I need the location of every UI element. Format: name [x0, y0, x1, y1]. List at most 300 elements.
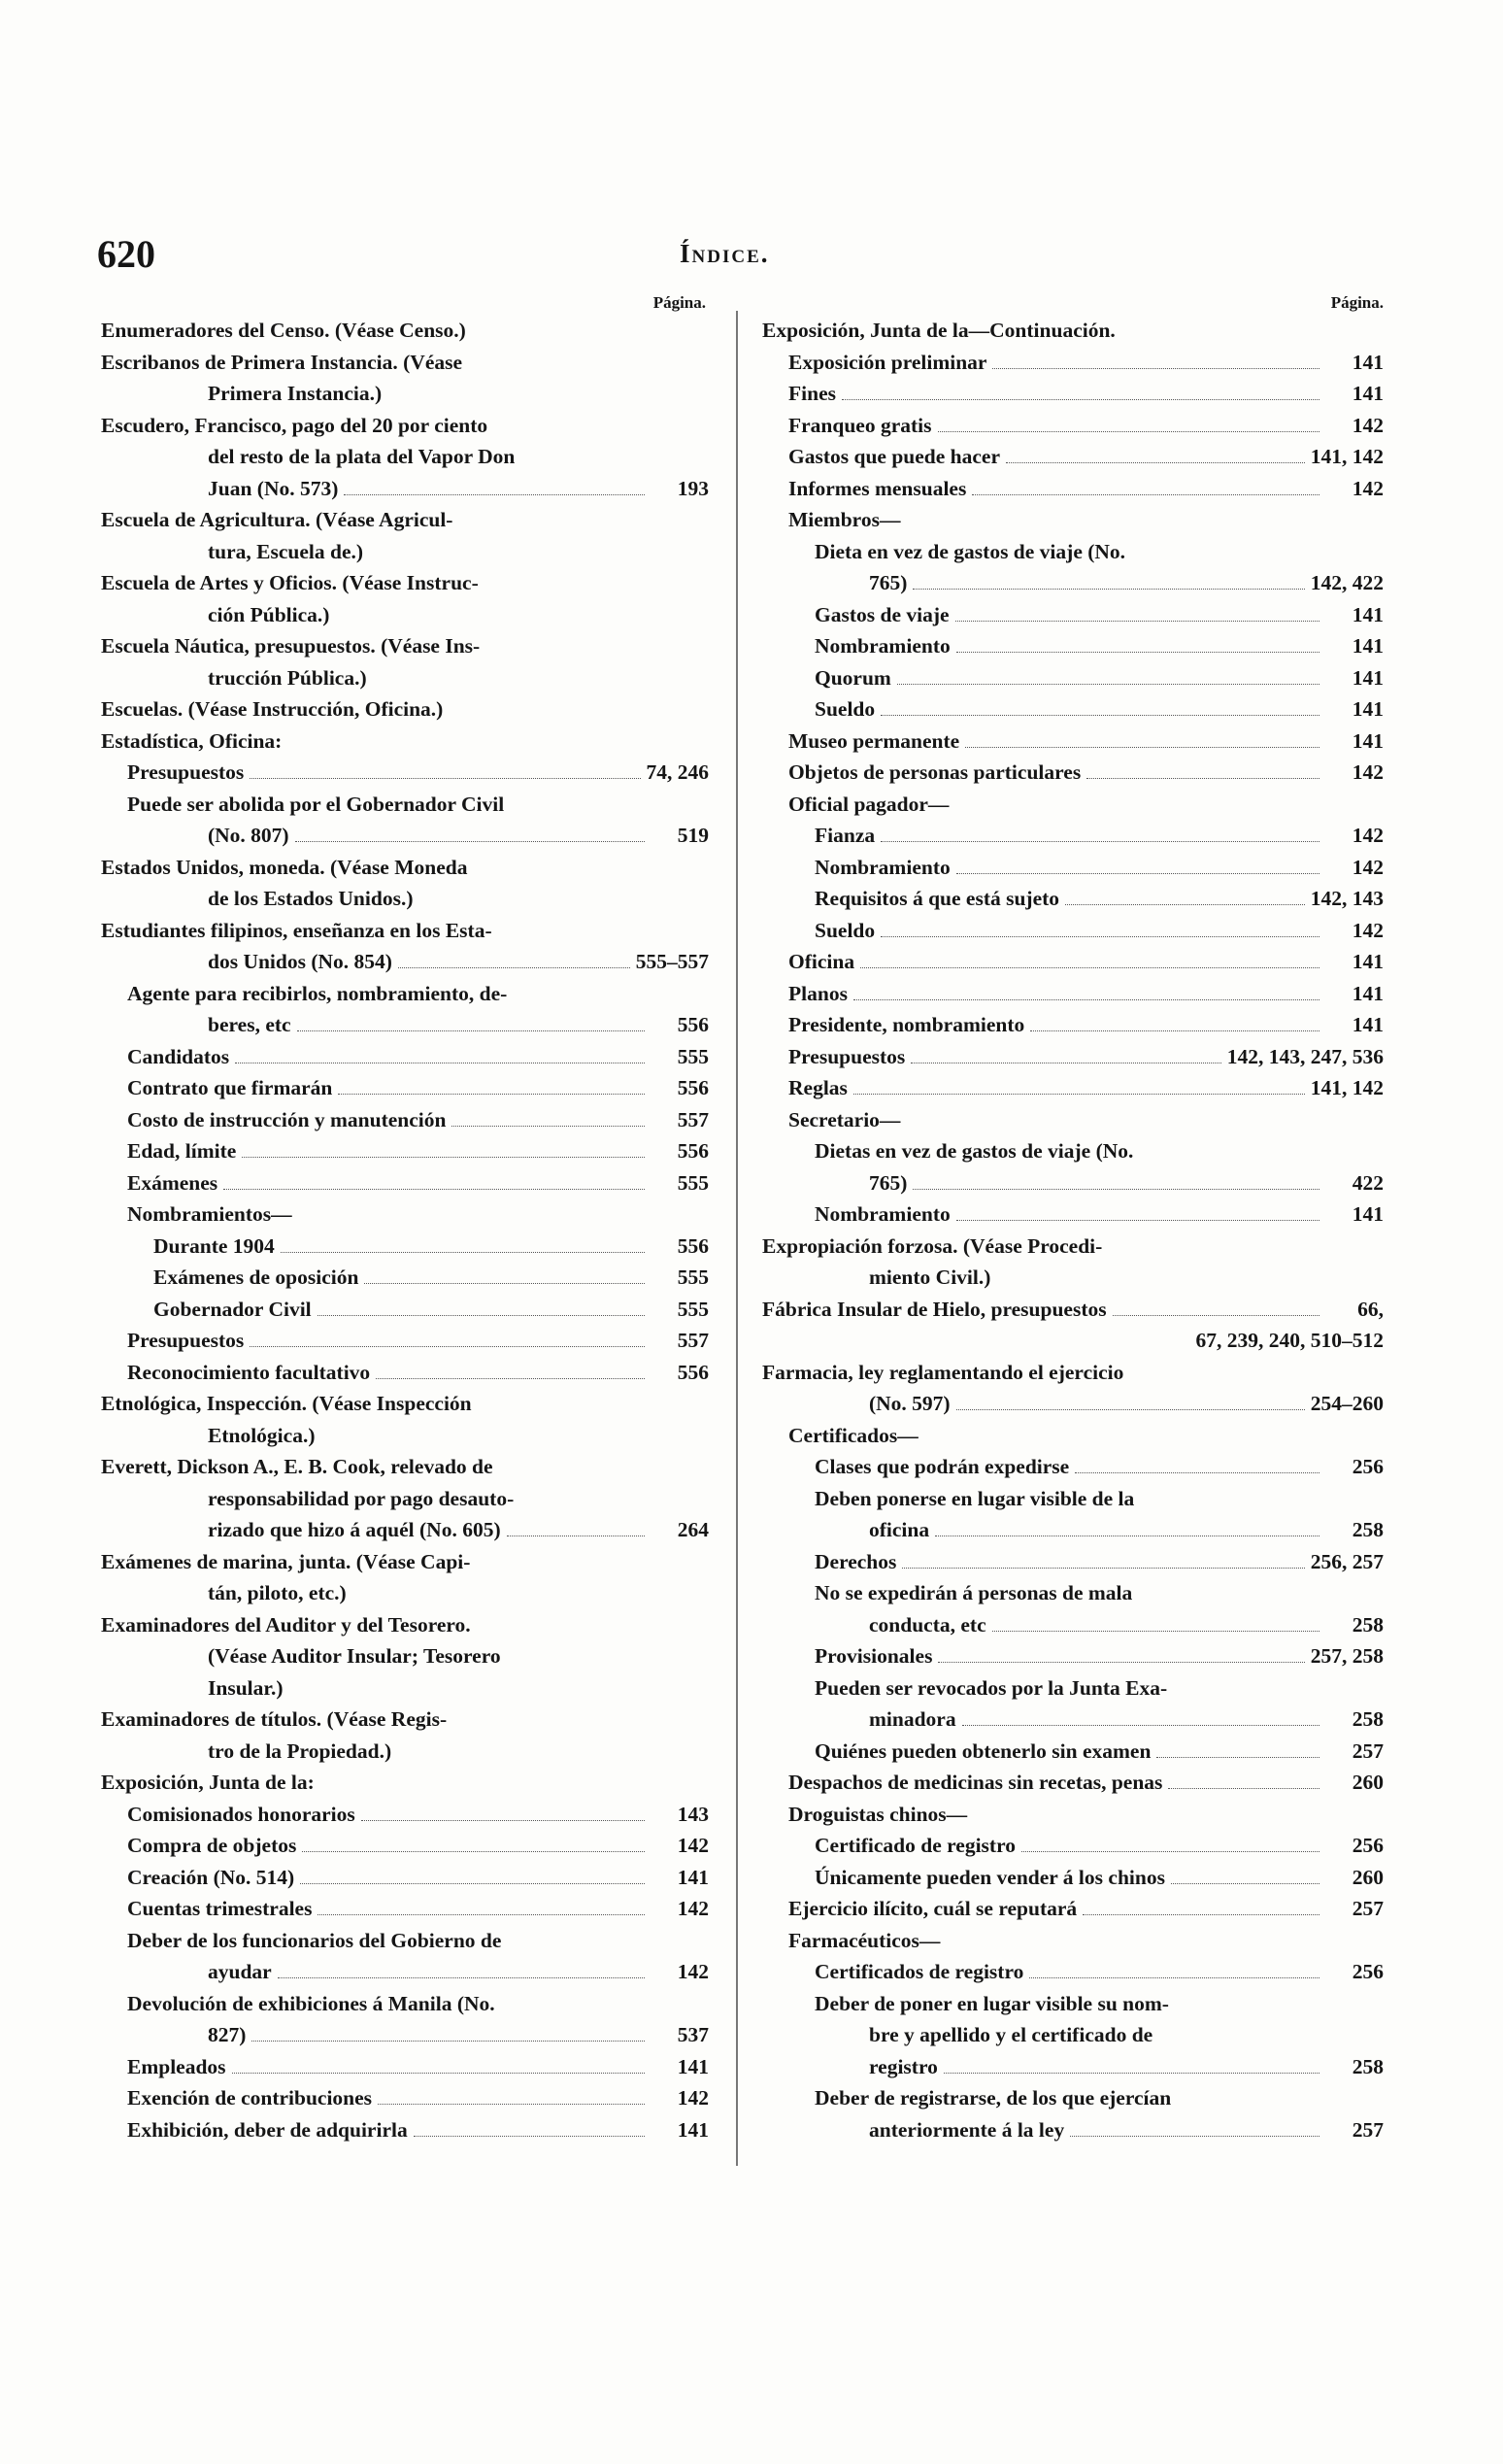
entry-text: Planos — [788, 981, 848, 1005]
column-heading: Página. — [652, 293, 706, 312]
index-entry — [101, 757, 709, 789]
page-reference: 264 — [677, 1518, 709, 1541]
entry-text: Oficina — [788, 950, 855, 973]
index-entry — [101, 1546, 709, 1609]
dot-leader — [1006, 462, 1305, 463]
entry-text: Cuentas trimestrales — [127, 1897, 313, 1920]
page-reference: 142 — [1352, 824, 1384, 847]
page-reference: 256 — [1352, 1455, 1384, 1478]
index-entry — [101, 504, 709, 567]
index-entry — [762, 2082, 1384, 2145]
entry-text: Museo permanente — [788, 728, 960, 753]
page-reference: 555 — [677, 1297, 709, 1321]
entry-text: Escribanos de Primera Instancia. (Véase — [101, 350, 463, 374]
page-reference: 142 — [677, 1834, 709, 1857]
entry-text: del resto de la plata del Vapor Don — [208, 445, 516, 468]
index-entry — [101, 1072, 709, 1104]
index-entry — [762, 1231, 1384, 1294]
entry-text: Agente para recibirlos, nombramiento, de- — [127, 981, 508, 1005]
entry-text: Exámenes — [127, 1170, 218, 1195]
entry-text: Nombramiento — [815, 855, 951, 879]
dot-leader — [881, 936, 1319, 937]
entry-text: Deber de poner en lugar visible su nom- — [815, 1991, 1169, 2015]
entry-text: Estadística, Oficina: — [101, 728, 283, 753]
dot-leader — [956, 1409, 1305, 1410]
entry-text: Informes mensuales — [788, 476, 967, 500]
page-reference: 257, 258 — [1310, 1644, 1384, 1668]
page-reference: 556 — [677, 1076, 709, 1099]
entry-text: Exhibición, deber de adquirirla — [127, 2117, 408, 2142]
dot-leader — [897, 684, 1319, 685]
index-entry — [762, 1577, 1384, 1640]
entry-text: rizado que hizo á aquél (No. 605) — [208, 1518, 501, 1541]
entry-text: Dietas en vez de gastos de viaje (No. — [815, 1139, 1134, 1163]
dot-leader — [1086, 778, 1319, 779]
dot-leader — [278, 1977, 645, 1978]
entry-text: bre y apellido y el certificado de — [869, 2023, 1153, 2046]
entry-text: Farmacia, ley reglamentando el ejercicio — [762, 1360, 1124, 1384]
dot-leader — [902, 1568, 1304, 1569]
index-entry — [762, 1041, 1384, 1073]
index-entry — [762, 599, 1384, 631]
dot-leader — [962, 1725, 1319, 1726]
index-entry — [762, 536, 1384, 599]
entry-text: Secretario— — [788, 1107, 901, 1131]
index-entry — [762, 1893, 1384, 1925]
index-entry — [101, 1041, 709, 1073]
entry-text: Sueldo — [815, 697, 876, 721]
page-reference: 141 — [1352, 665, 1384, 690]
entry-text: Pueden ser revocados por la Junta Exa- — [815, 1675, 1168, 1700]
page-reference: 141 — [1352, 382, 1384, 405]
index-entry — [101, 1609, 709, 1705]
entry-text: Devolución de exhibiciones á Manila (No. — [127, 1991, 495, 2015]
page-reference: 260 — [1352, 1771, 1384, 1794]
dot-leader — [300, 1883, 645, 1884]
index-entry — [762, 662, 1384, 694]
entry-text: Compra de objetos — [127, 1834, 297, 1857]
page-reference: 141 — [1352, 728, 1384, 753]
index-entry — [762, 1988, 1384, 2083]
page-reference: 141 — [1352, 697, 1384, 721]
index-column-right — [762, 291, 1384, 2145]
dot-leader — [414, 2136, 645, 2137]
page-reference: 258 — [1352, 2054, 1384, 2078]
dot-leader — [853, 999, 1319, 1000]
dot-leader — [956, 652, 1319, 653]
index-entry — [762, 1451, 1384, 1483]
entry-text: Estados Unidos, moneda. (Véase Moneda — [101, 855, 468, 879]
page-reference: 141 — [1352, 1202, 1384, 1226]
entry-text: Únicamente pueden vender á los chinos — [815, 1865, 1165, 1889]
page-header — [97, 231, 1379, 280]
index-entry — [762, 1294, 1384, 1357]
entry-text: Sueldo — [815, 918, 876, 942]
entry-text: Comisionados honorarios — [127, 1802, 355, 1826]
dot-leader — [913, 1189, 1319, 1190]
entry-text: Clases que podrán expedirse — [815, 1455, 1070, 1478]
index-entry — [101, 1925, 709, 1988]
index-entry — [762, 1483, 1384, 1546]
page-reference: 142, 422 — [1310, 571, 1384, 594]
dot-leader — [992, 1631, 1319, 1632]
dot-leader — [956, 1220, 1319, 1221]
page-reference: 66, — [1357, 1297, 1384, 1321]
index-entry — [101, 347, 709, 410]
page-reference: 557 — [677, 1329, 709, 1352]
entry-text: Etnológica.) — [208, 1423, 316, 1447]
page-reference: 142 — [677, 1897, 709, 1920]
dot-leader — [881, 841, 1319, 842]
entry-text: miento Civil.) — [869, 1266, 991, 1289]
index-entry — [762, 1640, 1384, 1672]
entry-text: dos Unidos (No. 854) — [208, 950, 392, 973]
index-entry — [762, 1736, 1384, 1768]
entry-text: ayudar — [208, 1960, 272, 1983]
entry-text: (No. 597) — [869, 1392, 951, 1415]
entry-text: tura, Escuela de.) — [208, 539, 364, 563]
index-entry — [762, 1546, 1384, 1578]
entry-text: responsabilidad por pago desauto- — [208, 1486, 515, 1510]
dot-leader — [281, 1252, 645, 1253]
entry-text: minadora — [869, 1707, 956, 1731]
index-entry — [101, 1704, 709, 1767]
index-entry — [101, 1357, 709, 1389]
entry-text: Presidente, nombramiento — [788, 1013, 1025, 1036]
page-reference: 141 — [1352, 350, 1384, 374]
index-entry — [762, 820, 1384, 852]
entry-text: Franqueo gratis — [788, 413, 932, 437]
page-reference: 141 — [1352, 602, 1384, 626]
dot-leader — [1171, 1883, 1319, 1884]
entry-text: 765) — [869, 571, 908, 594]
page-reference: 556 — [677, 1360, 709, 1384]
entry-text: Estudiantes filipinos, enseñanza en los Esta- — [101, 918, 492, 942]
dot-leader — [317, 1914, 645, 1915]
column-heading: Página. — [1330, 293, 1384, 312]
index-entry — [101, 2051, 709, 2083]
entry-text: Etnológica, Inspección. (Véase Inspección — [101, 1392, 472, 1415]
dot-leader — [317, 1315, 645, 1316]
index-entry — [101, 1799, 709, 1831]
dot-leader — [1113, 1315, 1319, 1316]
index-entry — [762, 1767, 1384, 1799]
index-entry — [762, 1862, 1384, 1894]
page-reference: 141, 142 — [1310, 1076, 1384, 1099]
page-reference: 141 — [1352, 950, 1384, 973]
entry-text: tro de la Propiedad.) — [208, 1738, 392, 1763]
dot-leader — [223, 1189, 645, 1190]
page-reference: 555 — [677, 1044, 709, 1068]
page-reference: 141 — [677, 1865, 709, 1889]
page-reference: 556 — [677, 1139, 709, 1163]
entry-text: Insular.) — [208, 1675, 284, 1700]
page-reference: 74, 246 — [646, 760, 709, 784]
dot-leader — [398, 967, 630, 968]
entry-text: Empleados — [127, 2054, 226, 2078]
entry-text: Exposición, Junta de la—Continuación. — [762, 319, 1116, 342]
entry-text: anteriormente á la ley — [869, 2117, 1065, 2142]
index-entry — [101, 1325, 709, 1357]
index-entry — [762, 726, 1384, 758]
index-entry — [762, 693, 1384, 726]
index-entry — [101, 1862, 709, 1894]
entry-text: 67, 239, 240, 510–512 — [1195, 1329, 1384, 1352]
index-entry — [762, 1925, 1384, 1957]
index-entry — [762, 1830, 1384, 1862]
entry-text: Exención de contribuciones — [127, 2086, 373, 2110]
page-reference: 142 — [677, 1960, 709, 1983]
dot-leader — [378, 2104, 645, 2105]
dot-leader — [376, 1378, 645, 1379]
dot-leader — [232, 2073, 645, 2074]
index-entry — [762, 1799, 1384, 1831]
page-reference: 422 — [1352, 1170, 1384, 1195]
index-entry — [101, 1767, 709, 1799]
dot-leader — [344, 494, 645, 495]
page-reference: 556 — [677, 1233, 709, 1258]
entry-text: Gastos de viaje — [815, 602, 950, 626]
index-entry — [101, 1294, 709, 1326]
entry-text: Fianza — [815, 824, 876, 847]
entry-text: Gobernador Civil — [153, 1297, 312, 1321]
index-entry — [762, 946, 1384, 978]
page-reference: 260 — [1352, 1865, 1384, 1889]
index-entry — [101, 1451, 709, 1546]
page-reference: 256 — [1352, 1834, 1384, 1857]
entry-text: Juan (No. 573) — [208, 476, 339, 500]
entry-text: Dieta en vez de gastos de viaje (No. — [815, 539, 1126, 563]
entry-text: tán, piloto, etc.) — [208, 1581, 347, 1604]
running-head: Índice. — [680, 239, 770, 268]
entry-text: conducta, etc — [869, 1612, 986, 1637]
dot-leader — [250, 778, 640, 779]
dot-leader — [1030, 1030, 1319, 1031]
page-reference: 519 — [677, 824, 709, 847]
index-entry — [101, 693, 709, 726]
entry-text: Miembros— — [788, 508, 901, 531]
page-reference: 257 — [1352, 1738, 1384, 1763]
dot-leader — [955, 621, 1319, 622]
page-reference: 193 — [677, 476, 709, 500]
index-entry — [762, 1135, 1384, 1198]
entry-text: 827) — [208, 2023, 247, 2046]
page-reference: 143 — [677, 1802, 709, 1826]
dot-leader — [242, 1157, 645, 1158]
entry-text: Reglas — [788, 1076, 848, 1099]
dot-leader — [1029, 1977, 1319, 1978]
entry-text: Fines — [788, 382, 836, 405]
dot-leader — [938, 431, 1319, 432]
page-reference: 142, 143 — [1310, 887, 1384, 910]
page-reference: 142 — [1352, 760, 1384, 784]
page-reference: 256 — [1352, 1960, 1384, 1983]
index-entry — [101, 852, 709, 915]
index-entry — [762, 1104, 1384, 1136]
index-column-left — [101, 291, 709, 2145]
dot-leader — [297, 1030, 645, 1031]
dot-leader — [302, 1851, 645, 1852]
index-entry — [101, 1988, 709, 2051]
index-entry — [762, 630, 1384, 662]
index-entry — [762, 315, 1384, 347]
page-reference: 258 — [1352, 1707, 1384, 1731]
index-entry — [762, 757, 1384, 789]
index-entry — [762, 410, 1384, 442]
page-reference: 141 — [1352, 634, 1384, 658]
entry-text: Presupuestos — [127, 760, 245, 784]
page-reference: 141, 142 — [1310, 445, 1384, 468]
page-reference: 557 — [677, 1107, 709, 1131]
entry-text: Deben ponerse en lugar visible de la — [815, 1486, 1135, 1510]
dot-leader — [972, 494, 1319, 495]
entry-text: Quiénes pueden obtenerlo sin examen — [815, 1738, 1152, 1763]
entry-text: Certificados— — [788, 1423, 918, 1447]
entry-text: Derechos — [815, 1549, 897, 1573]
entry-text: Primera Instancia.) — [208, 382, 383, 405]
entry-text: Exposición preliminar — [788, 350, 987, 374]
page-reference: 555 — [677, 1266, 709, 1289]
dot-leader — [361, 1820, 645, 1821]
index-entry — [762, 978, 1384, 1010]
index-entry — [762, 441, 1384, 473]
page-reference: 556 — [677, 1013, 709, 1036]
index-entry — [762, 852, 1384, 884]
entry-text: Candidatos — [127, 1044, 230, 1068]
index-entry — [762, 504, 1384, 536]
entry-text: 765) — [869, 1170, 908, 1195]
entry-text: Quorum — [815, 665, 891, 690]
entry-text: Presupuestos — [788, 1044, 906, 1068]
page-reference: 142 — [1352, 413, 1384, 437]
page-reference: 555 — [677, 1170, 709, 1195]
index-entry — [762, 915, 1384, 947]
entry-text: Deber de registrarse, de los que ejercían — [815, 2086, 1172, 2110]
index-entry — [101, 1830, 709, 1862]
entry-text: No se expedirán á personas de mala — [815, 1581, 1133, 1604]
entry-text: Expropiación forzosa. (Véase Procedi- — [762, 1233, 1103, 1258]
dot-leader — [992, 368, 1319, 369]
entry-text: registro — [869, 2054, 938, 2078]
entry-text: Examinadores de títulos. (Véase Regis- — [101, 1707, 448, 1731]
entry-text: Farmacéuticos— — [788, 1928, 941, 1952]
entry-text: Escuela de Artes y Oficios. (Véase Instruc- — [101, 571, 479, 594]
index-entry — [101, 567, 709, 630]
dot-leader — [251, 2041, 645, 2042]
index-entry — [101, 726, 709, 758]
index-entry — [101, 1231, 709, 1263]
page-reference: 142, 143, 247, 536 — [1226, 1044, 1384, 1068]
entry-text: Certificado de registro — [815, 1834, 1016, 1857]
index-entry — [101, 1262, 709, 1294]
entry-text: Nombramientos— — [127, 1202, 292, 1226]
page-reference: 258 — [1352, 1612, 1384, 1637]
entry-text: Costo de instrucción y manutención — [127, 1107, 447, 1131]
index-entry — [762, 1956, 1384, 1988]
entry-text: de los Estados Unidos.) — [208, 887, 414, 910]
index-entry — [762, 378, 1384, 410]
index-entry — [762, 1072, 1384, 1104]
index-entry — [101, 315, 709, 347]
index-entry — [101, 915, 709, 978]
entry-text: Everett, Dickson A., E. B. Cook, relevado de — [101, 1455, 493, 1478]
page-reference: 142 — [1352, 918, 1384, 942]
page-reference: 141 — [1352, 1013, 1384, 1036]
dot-leader — [1075, 1472, 1319, 1473]
entry-text: Exámenes de marina, junta. (Véase Capi- — [101, 1549, 471, 1573]
entry-text: Despachos de medicinas sin recetas, penas — [788, 1771, 1163, 1794]
dot-leader — [881, 715, 1319, 716]
dot-leader — [944, 2073, 1319, 2074]
entry-text: Exposición, Junta de la: — [101, 1771, 315, 1794]
entry-text: Enumeradores del Censo. (Véase Censo.) — [101, 319, 466, 342]
page-reference: 141 — [677, 2117, 709, 2142]
entry-text: Gastos que puede hacer — [788, 445, 1000, 468]
dot-leader — [451, 1126, 645, 1127]
page-reference: 256, 257 — [1310, 1549, 1384, 1573]
entry-text: Ejercicio ilícito, cuál se reputará — [788, 1897, 1078, 1920]
entry-text: Nombramiento — [815, 634, 951, 658]
entry-text: Escuela de Agricultura. (Véase Agricul- — [101, 508, 453, 531]
entry-text: (Véase Auditor Insular; Tesorero — [208, 1644, 501, 1668]
page-reference: 257 — [1352, 2117, 1384, 2142]
index-entry — [101, 2082, 709, 2114]
page-reference: 141 — [677, 2054, 709, 2078]
entry-text: Requisitos á que está sujeto — [815, 887, 1060, 910]
entry-text: Fábrica Insular de Hielo, presupuestos — [762, 1297, 1107, 1321]
index-entry — [101, 1167, 709, 1199]
dot-leader — [338, 1094, 645, 1095]
entry-text: Certificados de registro — [815, 1960, 1024, 1983]
index-entry — [101, 410, 709, 505]
dot-leader — [842, 399, 1319, 400]
dot-leader — [364, 1283, 645, 1284]
index-entry — [762, 883, 1384, 915]
entry-text: Presupuestos — [127, 1329, 245, 1352]
page-reference: 257 — [1352, 1897, 1384, 1920]
dot-leader — [1070, 2136, 1319, 2137]
dot-leader — [1168, 1788, 1319, 1789]
dot-leader — [1021, 1851, 1319, 1852]
index-entry — [762, 789, 1384, 821]
page-reference: 537 — [677, 2023, 709, 2046]
entry-text: trucción Pública.) — [208, 665, 367, 690]
dot-leader — [1156, 1757, 1319, 1758]
entry-text: ción Pública.) — [208, 602, 330, 626]
index-entry — [762, 1420, 1384, 1452]
page-reference: 142 — [1352, 476, 1384, 500]
entry-text: Durante 1904 — [153, 1233, 275, 1258]
page-reference: 141 — [1352, 981, 1384, 1005]
index-entry — [762, 473, 1384, 505]
index-entry — [762, 1672, 1384, 1736]
index-entry — [762, 1357, 1384, 1420]
dot-leader — [295, 841, 645, 842]
index-entry — [101, 2114, 709, 2146]
entry-text: (No. 807) — [208, 824, 289, 847]
index-entry — [101, 630, 709, 693]
entry-text: Nombramiento — [815, 1202, 951, 1226]
dot-leader — [1083, 1914, 1319, 1915]
entry-text: Escuela Náutica, presupuestos. (Véase Ins- — [101, 634, 481, 658]
index-entry — [101, 978, 709, 1041]
dot-leader — [938, 1662, 1304, 1663]
page-reference: 555–557 — [635, 950, 709, 973]
entry-text: Exámenes de oposición — [153, 1266, 359, 1289]
page-reference: 258 — [1352, 1518, 1384, 1541]
index-entry — [762, 1009, 1384, 1041]
index-entry — [762, 347, 1384, 379]
